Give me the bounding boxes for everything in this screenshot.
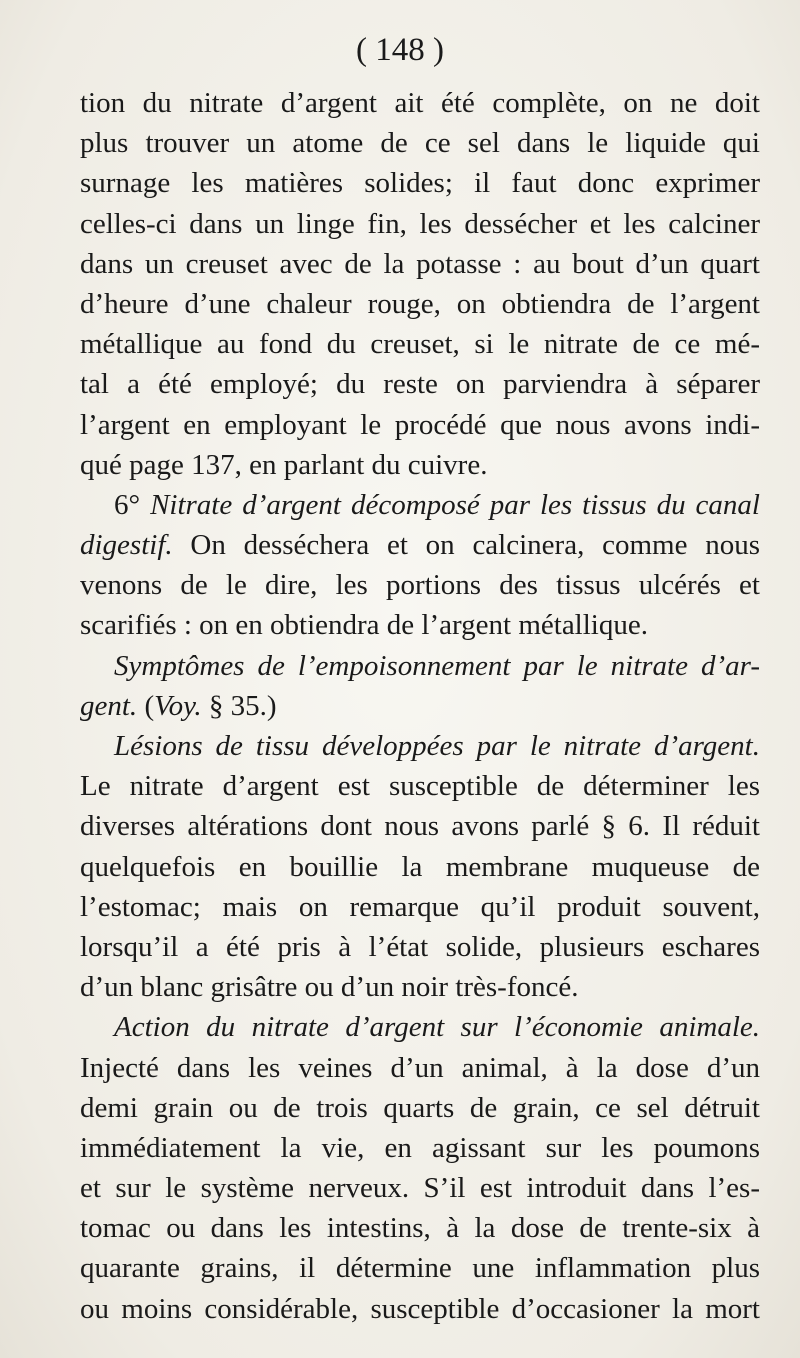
text-segment: métallique au fond du creuset, si le nitrate de ce mé-: [80, 328, 760, 361]
text-segment: tion du nitrate d’argent ait été complète, on ne doit: [80, 87, 760, 119]
text-segment: venons de le dire, les portions des tissus ulcérés et: [80, 569, 760, 602]
text-line: [80, 927, 760, 967]
text-line: [80, 1007, 760, 1047]
italic-text: Nitrate d’argent décomposé par les tissus du canal: [150, 488, 760, 521]
text-line: [80, 646, 760, 686]
text-segment: l’estomac; mais on remarque qu’il produit souvent,: [80, 890, 760, 923]
text-line: [80, 284, 760, 324]
text-segment: l’argent en employant le procédé que nous avons indi-: [80, 408, 760, 441]
text-segment: ou moins considérable, susceptible d’occasioner la mort: [80, 1292, 760, 1325]
text-line: [80, 405, 760, 445]
italic-text: Voy.: [154, 689, 202, 722]
text-line: [80, 1128, 760, 1168]
text-line: [80, 766, 760, 806]
text-line: [80, 1048, 760, 1088]
text-line: [80, 1248, 760, 1288]
italic-text: Lésions de tissu développées par le nitrate d’argent.: [114, 730, 760, 762]
text-segment: plus trouver un atome de ce sel dans le liquide qui: [80, 127, 760, 160]
text-segment: tal a été employé; du reste on parviendra à séparer: [80, 368, 760, 401]
text-segment: celles-ci dans un linge fin, les dessécher et les calciner: [80, 207, 760, 240]
text-line: [80, 565, 760, 605]
text-line: [80, 887, 760, 927]
text-segment: diverses altérations dont nous avons parlé § 6. Il réduit: [80, 810, 760, 843]
text-line: [80, 244, 760, 284]
text-segment: Le nitrate d’argent est susceptible de déterminer les: [80, 770, 760, 803]
text-segment: Injecté dans les veines d’un animal, à la dose d’un: [80, 1051, 760, 1084]
text-line: [80, 686, 760, 726]
text-segment: d’un blanc grisâtre ou d’un noir très-foncé.: [80, 971, 579, 1004]
text-segment: d’heure d’une chaleur rouge, on obtiendra de l’argent: [80, 287, 760, 320]
italic-text: gent.: [80, 689, 138, 722]
text-line: [80, 485, 760, 525]
body-text: [80, 83, 760, 1329]
text-line: [80, 1088, 760, 1128]
text-segment: quelquefois en bouillie la membrane muqueuse de: [80, 850, 760, 883]
text-line: [80, 1168, 760, 1208]
text-segment: (: [137, 689, 155, 722]
text-segment: tomac ou dans les intestins, à la dose de trente-six à: [80, 1212, 760, 1245]
text-line: [80, 967, 760, 1007]
text-line: [80, 525, 760, 565]
text-line: [80, 364, 760, 404]
text-line: [80, 123, 760, 163]
text-line: [80, 1289, 760, 1329]
text-line: [80, 204, 760, 244]
italic-text: Symptômes de l’empoisonnement par le nitrate d’ar-: [114, 649, 760, 682]
text-line: [80, 324, 760, 364]
text-line: [80, 445, 760, 485]
text-segment: et sur le système nerveux. S’il est introduit dans l’es-: [80, 1172, 760, 1205]
text-segment: 6°: [114, 488, 151, 521]
text-segment: demi grain ou de trois quarts de grain, ce sel détruit: [80, 1091, 760, 1124]
text-segment: § 35.): [201, 689, 277, 722]
italic-text: Action du nitrate d’argent sur l’économie animale.: [114, 1011, 760, 1044]
text-segment: immédiatement la vie, en agissant sur les poumons: [80, 1131, 760, 1164]
text-segment: surnage les matières solides; il faut donc exprimer: [80, 167, 760, 200]
text-segment: quarante grains, il détermine une inflammation plus: [80, 1252, 760, 1285]
text-line: [80, 605, 760, 645]
text-segment: lorsqu’il a été pris à l’état solide, plusieurs eschares: [80, 930, 760, 963]
text-line: [80, 847, 760, 887]
text-segment: scarifiés : on en obtiendra de l’argent métallique.: [80, 609, 648, 642]
text-segment: On desséchera et on calcinera, comme nous: [172, 529, 760, 562]
text-line: [80, 163, 760, 203]
italic-text: digestif.: [80, 529, 173, 562]
text-line: [80, 83, 760, 123]
text-line: [80, 726, 760, 766]
page-number: ( 148 ): [356, 32, 444, 68]
text-line: [80, 1208, 760, 1248]
text-line: [80, 806, 760, 846]
text-segment: qué page 137, en parlant du cuivre.: [80, 448, 488, 481]
text-segment: dans un creuset avec de la potasse : au bout d’un quart: [80, 247, 760, 280]
